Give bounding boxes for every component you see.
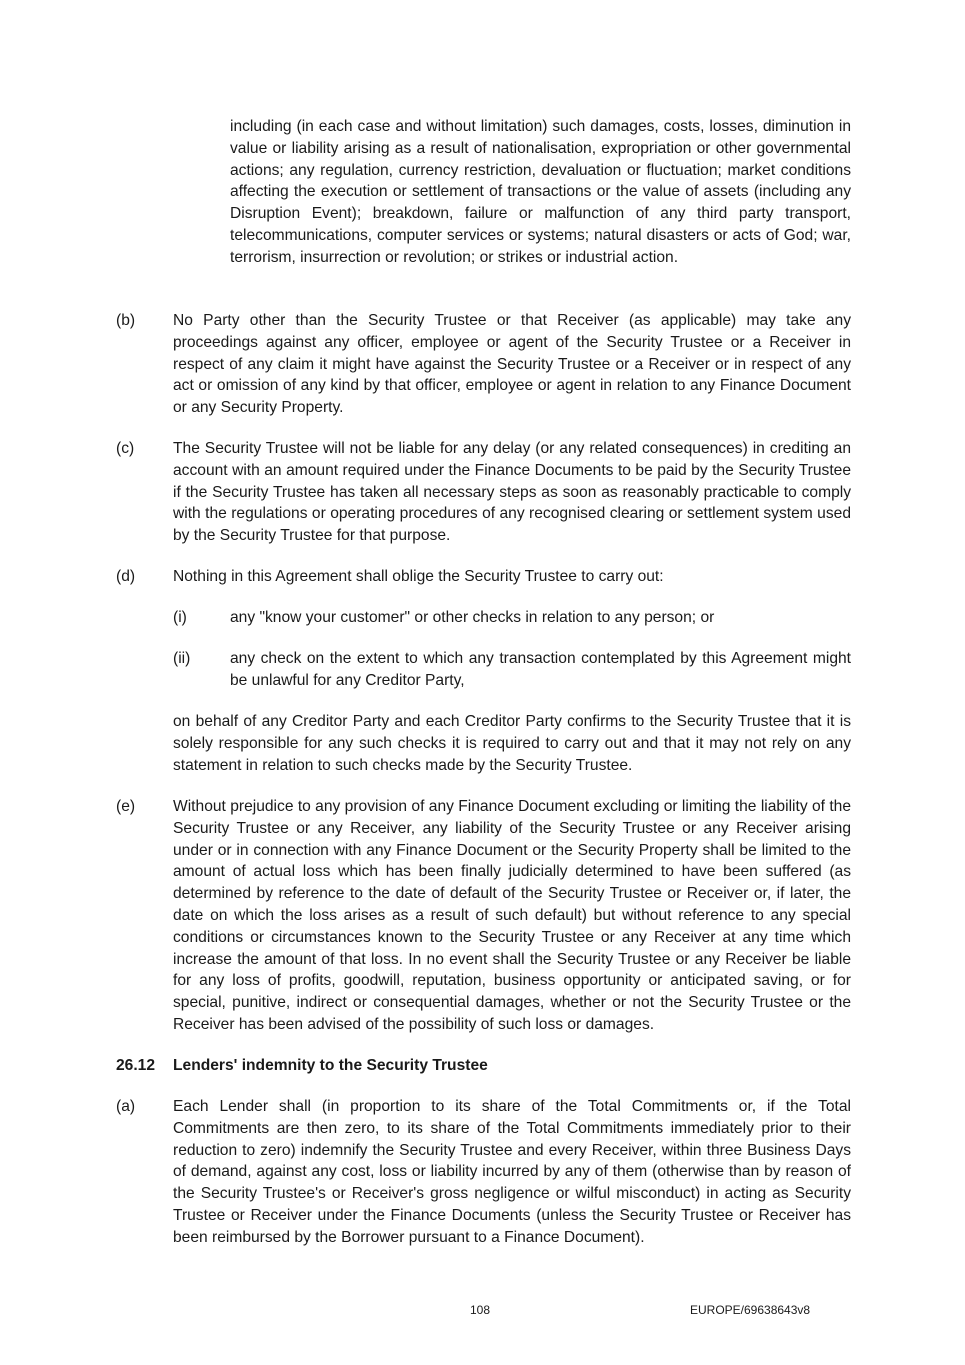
clause-c-text: The Security Trustee will not be liable for any delay (or any related consequences) in crediting an account with an amount required under the Finance Documents to be paid by the Security Trustee if the Security Trustee has taken all necessary steps as soon as reasonably practicable to comply with the regulations or operating procedures of any recognised clearing or settlement system used by the Security Trustee for that purpose. xyxy=(173,440,851,545)
clause-e-text: Without prejudice to any provision of any Finance Document excluding or limiting the liability of the Security Trustee or any Receiver, any liability of the Security Trustee or any Receiver arising under or in connection with any Finance Document or the Security Property shall be limited to the amount of actual loss which has been finally judicially determined to have been suffered (as determined by reference to the date of default of the Security Trustee or Receiver or, if later, the date on which the loss arises as a result of such default) but without reference to any special conditions or circumstances known to the Security Trustee or any Receiver at any time which increase the amount of that loss. In no event shall the Security Trustee or any Receiver be liable for any loss of profits, goodwill, reputation, business opportunity or anticipated saving, or for special, punitive, indirect or consequential damages, whether or not the Security Trustee or the Receiver has been advised of the possibility of such loss or damages. xyxy=(173,798,851,1033)
clause-label-e: (e) xyxy=(116,798,136,815)
subclause-label-ii: (ii) xyxy=(173,650,191,667)
clause-label-c: (c) xyxy=(116,440,135,457)
clause-a-text: Each Lender shall (in proportion to its share of the Total Commitments or, if the Total Commitments are then zero, to its share of the Total Commitments immediately prior to their reduction to zero) indemnify the Security Trustee and every Receiver, within three Business Days of demand, against any cost, loss or liability incurred by any of them (otherwise than by reason of the Security Trustee's or Receiver's gross negligence or wilful misconduct) in acting as Security Trustee or Receiver under the Finance Documents (unless the Security Trustee or Receiver has been reimbursed by the Borrower pursuant to a Finance Document). xyxy=(173,1098,851,1246)
subclause-i-text: any "know your customer" or other checks in relation to any person; or xyxy=(230,609,715,626)
clause-d-tail: on behalf of any Creditor Party and each Creditor Party confirms to the Security Trustee that it is solely responsible for any such checks it is required to carry out and that it may not rely on any statement in relation to such checks made by the Security Trustee. xyxy=(173,713,851,774)
clause-b-text: No Party other than the Security Trustee or that Receiver (as applicable) may take any proceedings against any officer, employee or agent of the Security Trustee or a Receiver in respect of any claim it might have against the Security Trustee or a Receiver or in respect of any act or omission of any kind by that officer, employee or agent in relation to any Finance Document or any Security Property. xyxy=(173,312,851,417)
page-number: 108 xyxy=(470,1303,491,1317)
continuation-paragraph: including (in each case and without limitation) such damages, costs, losses, diminution in value or liability arising as a result of nationalisation, expropriation or other governmental actions; any regulation, currency restriction, devaluation or fluctuation; market conditions affecting the execution or settlement of transactions or the value of assets (including any Disruption Event); breakdown, failure or malfunction of any third party transport, telecommunications, computer services or systems; natural disasters or acts of God; war, terrorism, insurrection or revolution; or strikes or industrial action. xyxy=(230,118,851,266)
subclause-ii-text: any check on the extent to which any transaction contemplated by this Agreement might be unlawful for any Creditor Party, xyxy=(230,650,851,689)
section-number: 26.12 xyxy=(116,1057,156,1074)
document-reference: EUROPE/69638643v8 xyxy=(690,1303,811,1317)
clause-label-d: (d) xyxy=(116,568,136,585)
section-title: Lenders' indemnity to the Security Trustee xyxy=(173,1057,488,1074)
subclause-label-i: (i) xyxy=(173,609,187,626)
clause-label-a: (a) xyxy=(116,1098,136,1115)
clause-d-text: Nothing in this Agreement shall oblige the Security Trustee to carry out: xyxy=(173,568,664,585)
clause-label-b: (b) xyxy=(116,312,136,329)
